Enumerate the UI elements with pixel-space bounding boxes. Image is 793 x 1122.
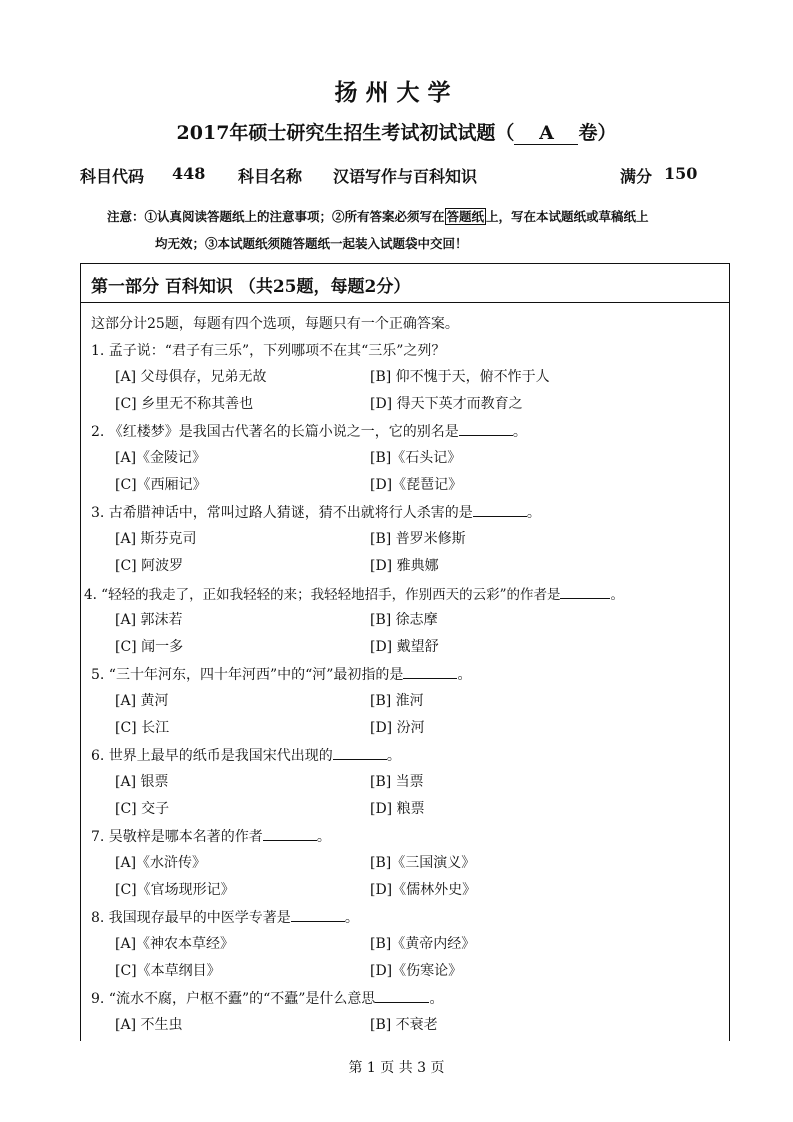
option-a: [A] 银票 <box>115 774 169 790</box>
option-d: [D] 得天下英才而教育之 <box>370 396 523 412</box>
question-end: 。 <box>512 424 527 440</box>
question-stem: 8. 我国现存最早的中医学专著是 <box>91 910 291 926</box>
option-d: [D]《伤寒论》 <box>370 963 463 979</box>
paper-version: A <box>514 122 578 145</box>
section-divider <box>80 302 730 303</box>
question-6 <box>91 745 401 765</box>
notice-text-a: ①认真阅读答题纸上的注意事项；②所有答案必须写在 <box>144 209 445 224</box>
question-stem: 3. 古希腊神话中，常叫过路人猜谜，猜不出就将行人杀害的是 <box>91 505 473 521</box>
option-a: [A] 黄河 <box>115 693 169 709</box>
notice-label: 注意： <box>107 209 145 224</box>
question-end: 。 <box>316 829 331 845</box>
option-a: [A]《金陵记》 <box>115 450 207 466</box>
question-3 <box>91 502 541 522</box>
answer-sheet-box: 答题纸 <box>446 209 485 224</box>
notice-text-b: 上，写在本试题纸或草稿纸上 <box>486 209 649 224</box>
question-stem: 6. 世界上最早的纸币是我国宋代出现的 <box>91 748 333 764</box>
question-end: 。 <box>386 748 401 764</box>
notice-line-2: 均无效；③本试题纸须随答题纸一起装入试题袋中交回！ <box>155 236 468 251</box>
question-2 <box>91 421 527 441</box>
question-end: 。 <box>610 587 624 603</box>
question-stem: 9. “流水不腐，户枢不蠹”的“不蠹”是什么意思 <box>91 991 376 1007</box>
answer-blank <box>291 909 345 922</box>
option-b: [B] 普罗米修斯 <box>370 531 466 547</box>
section-title: 第一部分 百科知识 （共25题，每题2分） <box>91 277 411 297</box>
option-d: [D]《儒林外史》 <box>370 882 477 898</box>
subject-code-value: 448 <box>172 164 206 183</box>
exam-title-prefix: 2017年硕士研究生招生考试初试试题（ <box>176 122 515 144</box>
answer-blank <box>473 504 527 517</box>
question-9 <box>91 988 443 1008</box>
option-b: [B]《黄帝内经》 <box>370 936 476 952</box>
option-a: [A] 斯芬克司 <box>115 531 197 547</box>
option-b: [B] 不衰老 <box>370 1017 438 1033</box>
option-c: [C] 闻一多 <box>115 639 184 655</box>
subject-name-label: 科目名称 <box>238 167 303 186</box>
question-1 <box>91 340 445 360</box>
answer-blank <box>263 828 317 841</box>
question-end: 。 <box>344 910 359 926</box>
answer-blank <box>375 990 429 1003</box>
exam-title <box>0 118 793 145</box>
option-b: [B]《三国演义》 <box>370 855 476 871</box>
question-8 <box>91 907 359 927</box>
exam-title-suffix: 卷） <box>578 122 617 144</box>
option-a: [A]《水浒传》 <box>115 855 207 871</box>
page-footer: 第 1 页 共 3 页 <box>348 1060 445 1076</box>
university-title: 扬州大学 <box>334 79 459 106</box>
question-stem: 7. 吴敬梓是哪本名著的作者 <box>91 829 263 845</box>
option-b: [B]《石头记》 <box>370 450 462 466</box>
answer-blank <box>459 423 513 436</box>
answer-blank <box>333 747 387 760</box>
question-stem: 5. “三十年河东，四十年河西”中的“河”最初指的是 <box>91 667 404 683</box>
subject-name-value: 汉语写作与百科知识 <box>333 167 478 186</box>
full-score-label: 满分 <box>620 167 653 186</box>
question-end: 。 <box>526 505 541 521</box>
question-stem: 1. 孟子说：“君子有三乐”，下列哪项不在其“三乐”之列？ <box>91 343 446 359</box>
option-c: [C] 交子 <box>115 801 170 817</box>
question-stem: 2. 《红楼梦》是我国古代著名的长篇小说之一，它的别名是 <box>91 424 459 440</box>
question-end: 。 <box>429 991 444 1007</box>
full-score-value: 150 <box>664 164 698 183</box>
answer-blank <box>403 666 457 679</box>
option-c: [C] 长江 <box>115 720 170 736</box>
option-c: [C]《西厢记》 <box>115 477 207 493</box>
option-a: [A] 不生虫 <box>115 1017 183 1033</box>
question-5 <box>91 664 471 684</box>
option-d: [D] 雅典娜 <box>370 558 439 574</box>
option-a: [A] 父母俱存，兄弟无故 <box>115 369 267 385</box>
subject-code-label: 科目代码 <box>80 167 145 186</box>
option-d: [D] 粮票 <box>370 801 425 817</box>
option-b: [B] 仰不愧于天，俯不怍于人 <box>370 369 550 385</box>
answer-blank <box>560 586 610 599</box>
notice-line-1 <box>107 207 649 225</box>
option-c: [C]《本草纲目》 <box>115 963 221 979</box>
option-a: [A] 郭沫若 <box>115 612 183 628</box>
question-4 <box>84 583 624 603</box>
option-b: [B] 当票 <box>370 774 424 790</box>
option-b: [B] 淮河 <box>370 693 424 709</box>
question-end: 。 <box>457 667 472 683</box>
option-d: [D]《琵琶记》 <box>370 477 463 493</box>
option-a: [A]《神农本草经》 <box>115 936 235 952</box>
question-stem: 4. “轻轻的我走了，正如我轻轻的来；我轻轻地招手，作别西天的云彩”的作者是 <box>84 587 561 603</box>
option-d: [D] 汾河 <box>370 720 425 736</box>
question-7 <box>91 826 331 846</box>
option-c: [C]《官场现形记》 <box>115 882 235 898</box>
option-c: [C] 乡里无不称其善也 <box>115 396 254 412</box>
option-c: [C] 阿波罗 <box>115 558 184 574</box>
option-d: [D] 戴望舒 <box>370 639 439 655</box>
section-intro: 这部分计25题，每题有四个选项，每题只有一个正确答案。 <box>91 316 459 332</box>
option-b: [B] 徐志摩 <box>370 612 438 628</box>
